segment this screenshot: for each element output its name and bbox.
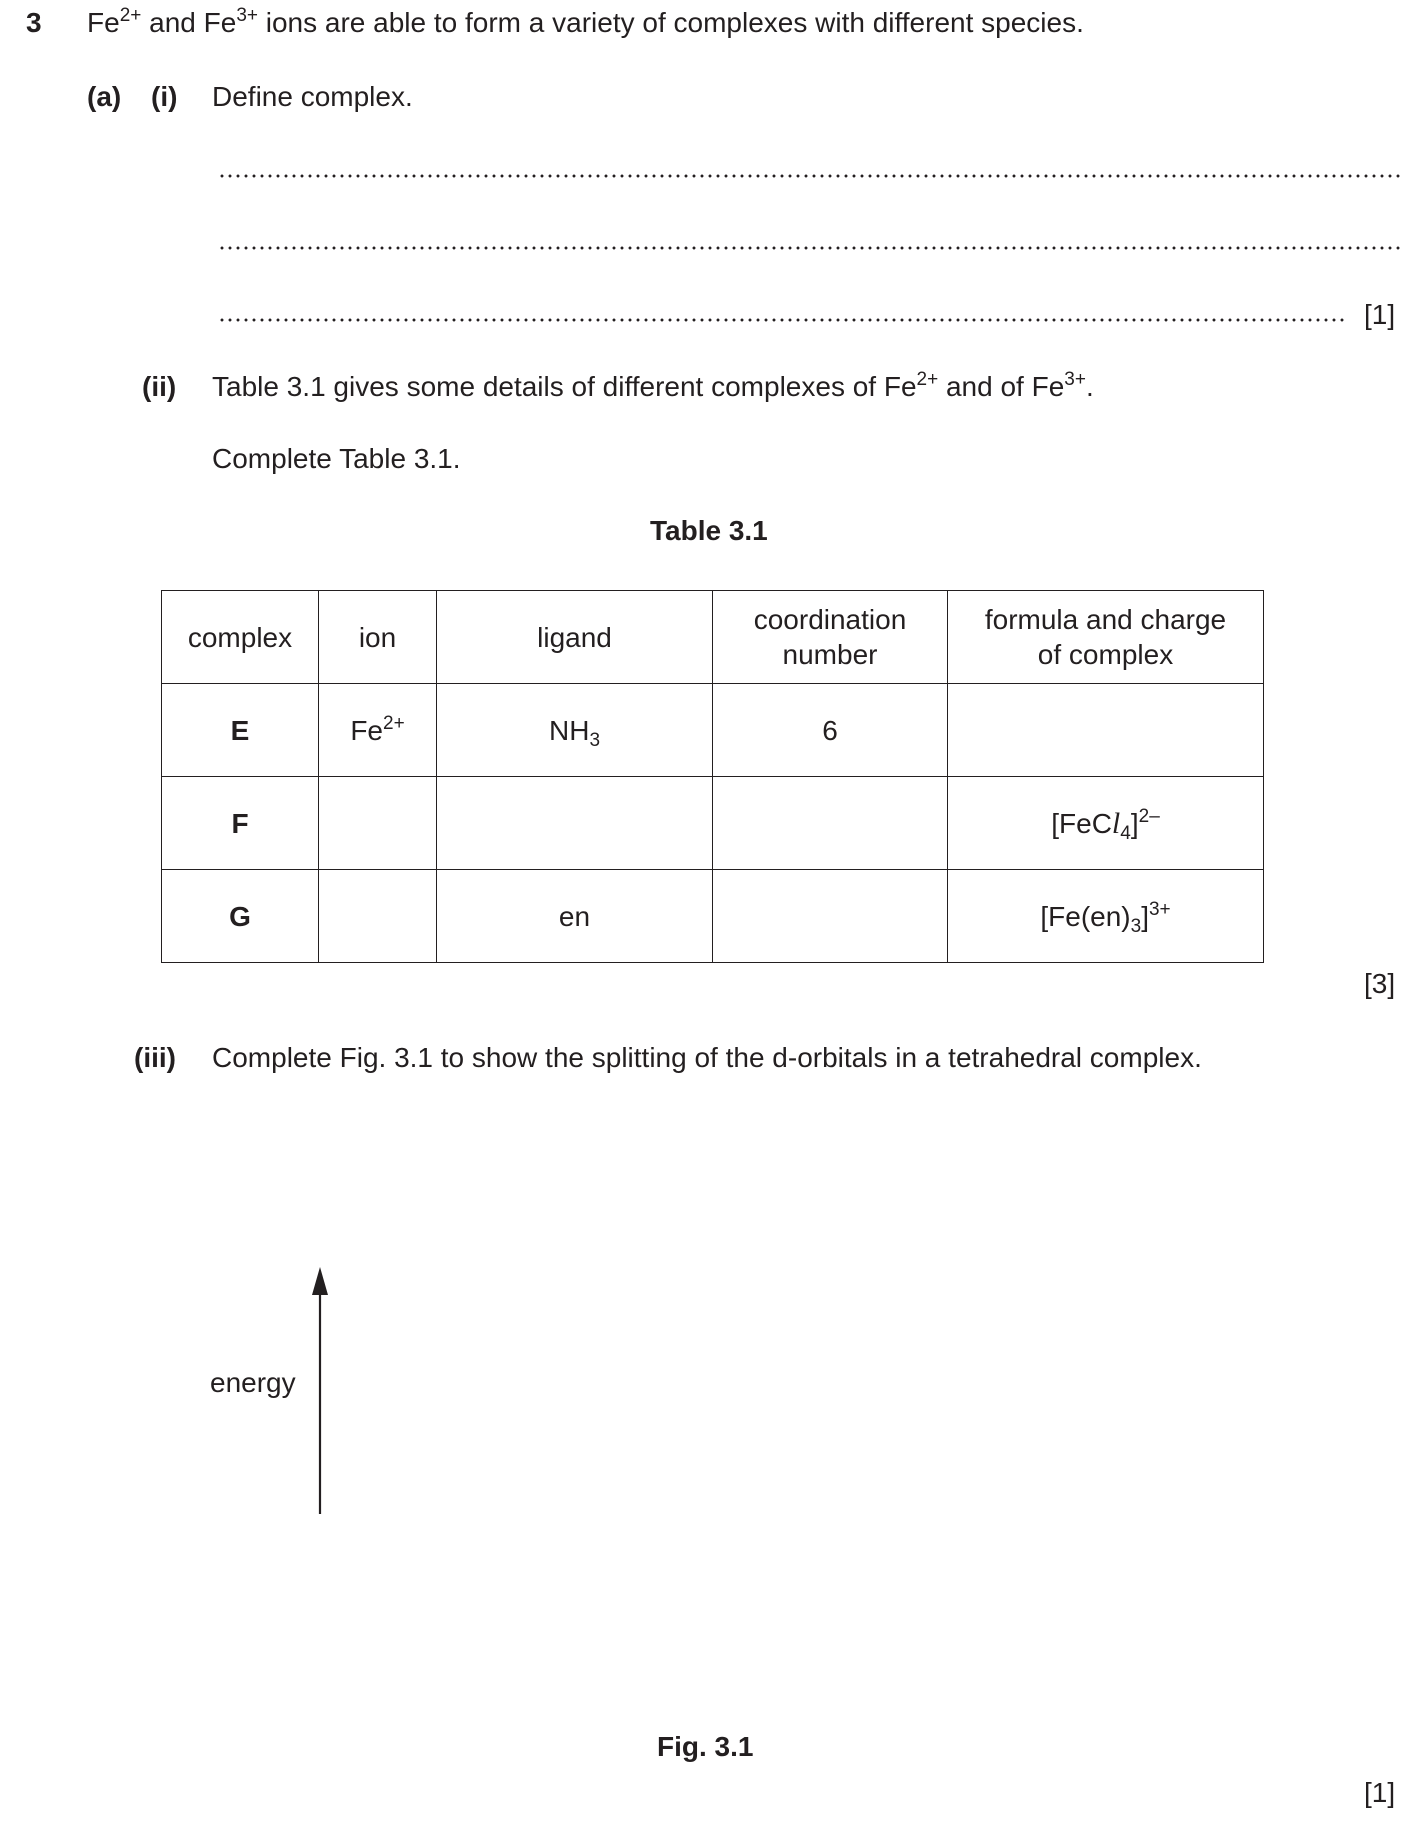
cell-ion-answer[interactable] xyxy=(319,870,437,963)
cell-coordination: 6 xyxy=(713,684,948,777)
table-row xyxy=(162,684,1264,777)
cell-ligand: en xyxy=(437,870,713,963)
part-ii-intro: Table 3.1 gives some details of different complexes of $Fe^{2+}$ and of $Fe^{3+}$. xyxy=(212,369,1094,402)
part-ii-instruction: Complete Table 3.1. xyxy=(212,443,461,474)
cell-formula: [FeCl$_4$]$^{2-}$ xyxy=(948,777,1264,870)
cell-ligand-answer[interactable] xyxy=(437,777,713,870)
table-header-row xyxy=(162,591,1264,684)
energy-axis-label: energy xyxy=(210,1367,296,1398)
question-intro: $Fe^{2+}$ and $Fe^{3+}$ ions are able to form a variety of complexes with different species. xyxy=(87,5,1084,38)
header-formula-charge: formula and charge of complex xyxy=(948,591,1264,684)
complex-table xyxy=(161,590,1264,963)
marks-part-iii: [1] xyxy=(1364,1777,1396,1808)
header-ligand: ligand xyxy=(437,591,713,684)
figure-caption: Fig. 3.1 xyxy=(657,1731,754,1762)
cell-complex: F xyxy=(162,777,319,870)
part-i-prompt: Define complex. xyxy=(212,81,413,112)
header-coordination-number: coordination number xyxy=(713,591,948,684)
cell-complex: G xyxy=(162,870,319,963)
cell-coordination-answer[interactable] xyxy=(713,870,948,963)
table-caption: Table 3.1 xyxy=(650,515,768,546)
table-row xyxy=(162,870,1264,963)
marks-part-ii: [3] xyxy=(1364,968,1396,999)
cell-ligand: $NH_3$ xyxy=(437,684,713,777)
part-ii-label: (ii) xyxy=(142,371,177,402)
cell-complex: E xyxy=(162,684,319,777)
part-a-label: (a) xyxy=(87,81,122,112)
cell-coordination-answer[interactable] xyxy=(713,777,948,870)
energy-axis-arrow xyxy=(300,1267,340,1517)
marks-part-i: [1] xyxy=(1364,299,1396,330)
cell-formula: $[Fe(en)_3]^{3+}$ xyxy=(948,870,1264,963)
question-number: 3 xyxy=(26,7,42,38)
cell-ion-answer[interactable] xyxy=(319,777,437,870)
answer-line[interactable] xyxy=(218,246,1400,250)
header-complex: complex xyxy=(162,591,319,684)
part-i-label: (i) xyxy=(151,81,178,112)
answer-line[interactable] xyxy=(218,318,1344,322)
cell-ion: $Fe^{2+}$ xyxy=(319,684,437,777)
part-iii-prompt: Complete Fig. 3.1 to show the splitting of the d-orbitals in a tetrahedral complex. xyxy=(212,1042,1202,1073)
part-iii-label: (iii) xyxy=(134,1042,176,1073)
drawing-area[interactable] xyxy=(390,1200,1340,1680)
header-ion: ion xyxy=(319,591,437,684)
cell-formula-answer[interactable] xyxy=(948,684,1264,777)
table-row xyxy=(162,777,1264,870)
answer-line[interactable] xyxy=(218,174,1400,178)
